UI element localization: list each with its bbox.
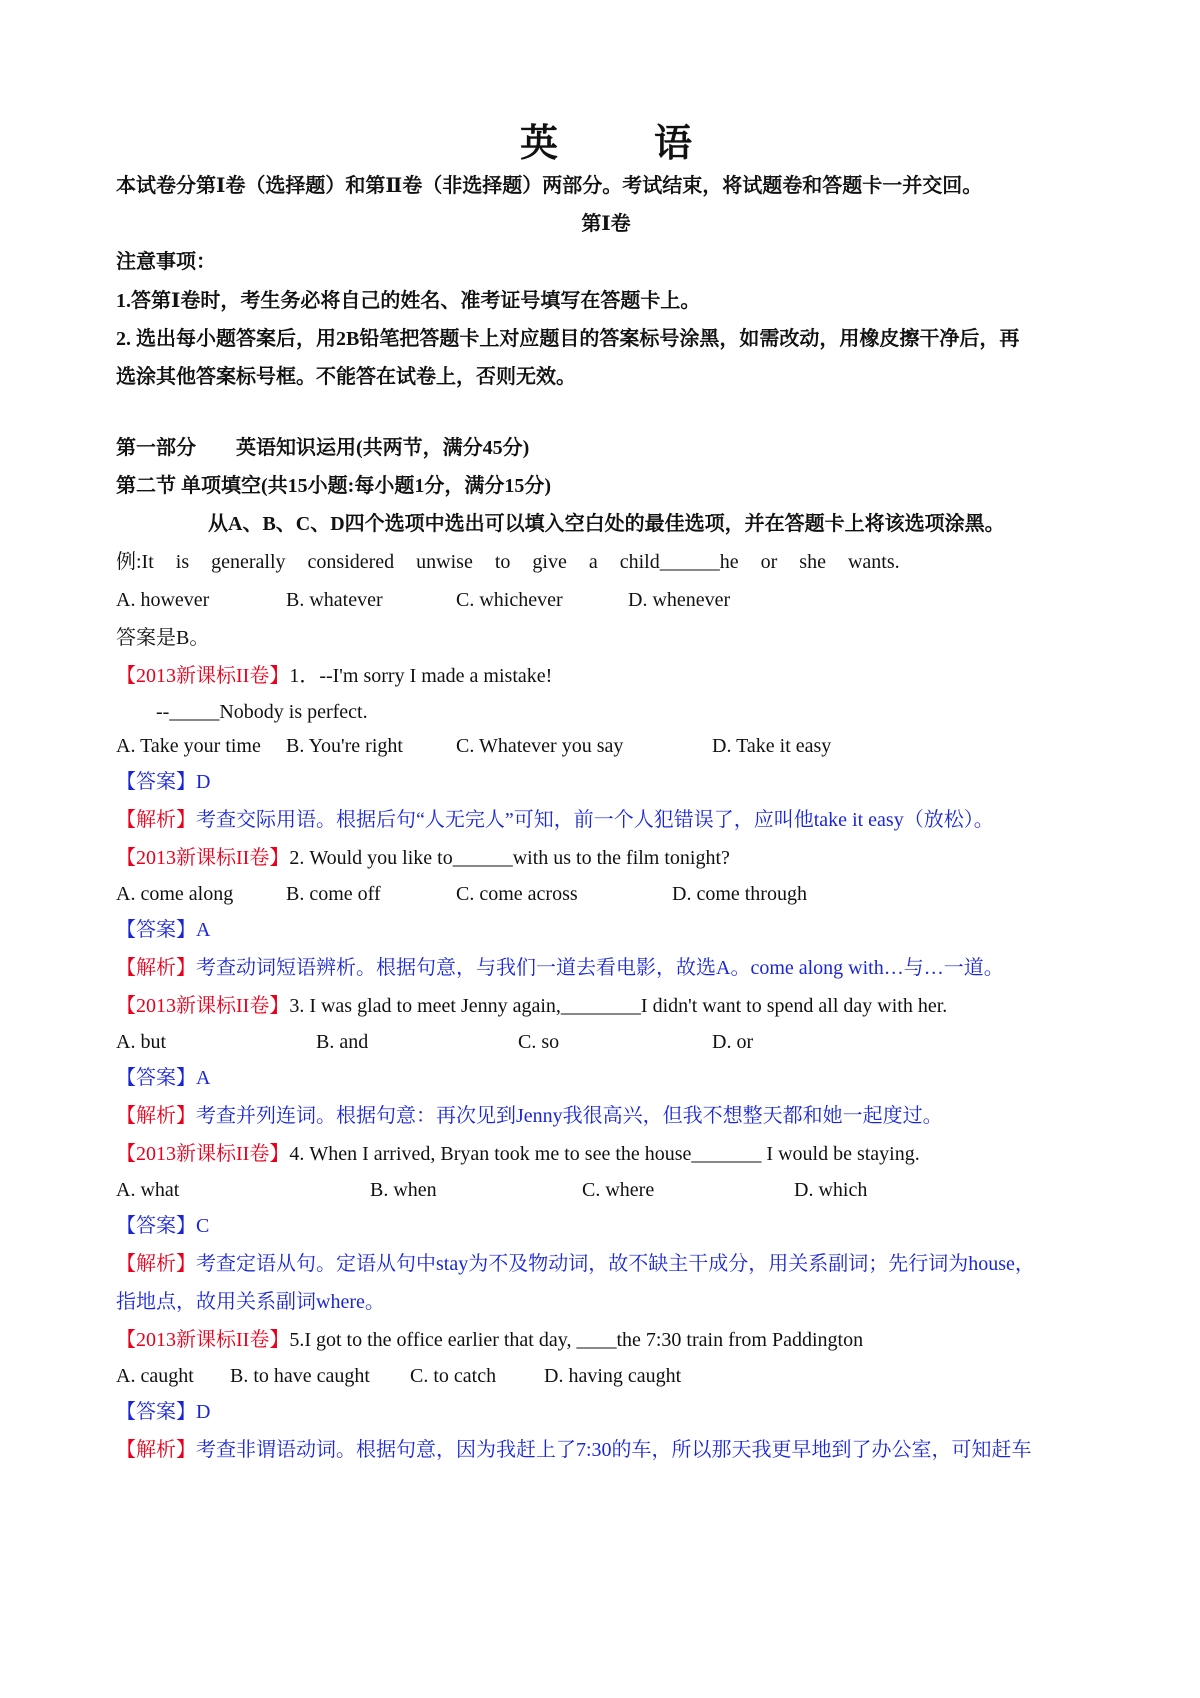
example-word: give [532,551,567,573]
question-3-stem [116,992,947,1020]
title-char-left: 英 [519,123,558,165]
answer-tag: 【答案】 [116,919,196,941]
question-2-analysis [116,954,1004,982]
example-word: unwise [416,551,473,573]
question-text: 4. When I arrived, Bryan took me to see the house_______ I would be staying. [289,1143,920,1165]
answer-value: A [196,1067,211,1089]
analysis-text: 考查定语从句。定语从句中stay为不及物动词，故不缺主干成分，用关系副词；先行词为house， [196,1253,1035,1275]
question-4-answer [116,1212,209,1240]
option-c: C. come across [456,883,578,905]
answer-value: D [196,771,211,793]
option-c: C. so [518,1031,560,1053]
analysis-text: 考查动词短语辨析。根据句意，与我们一道去看电影，故选A。come along with…与…一道。 [196,957,1004,979]
source-tag: 【2013新课标II卷】 [116,665,290,687]
analysis-text: 考查交际用语。根据后句“人无完人”可知，前一个人犯错误了，应叫他take it easy（放松）。 [196,809,994,831]
question-3-answer [116,1064,210,1092]
source-tag: 【2013新课标II卷】 [116,995,290,1017]
option-d: D. which [794,1179,868,1201]
question-5-answer [116,1398,210,1426]
volume-heading: 第Ⅰ卷 [581,213,631,235]
option-a: A. however [116,589,210,611]
notice-item-2-line-2: 选涂其他答案标号框。不能答在试卷上，否则无效。 [116,366,576,388]
notice-item-2-line-1: 2. 选出每小题答案后，用2B铅笔把答题卡上对应题目的答案标号涂黑，如需改动，用橡皮擦干净后，再 [116,328,1020,350]
example-word: is [175,551,190,573]
answer-value: A [196,919,211,941]
option-c: C. to catch [410,1365,497,1387]
question-5-stem [116,1326,863,1354]
analysis-text: 考查非谓语动词。根据句意，因为我赶上了7:30的车，所以那天我更早地到了办公室，可知赶车 [196,1439,1032,1461]
answer-tag: 【答案】 [116,1401,196,1423]
option-b: B. when [370,1179,437,1201]
source-tag: 【2013新课标II卷】 [116,1329,290,1351]
option-d: D. Take it easy [712,735,832,757]
part-heading: 第一部分 英语知识运用(共两节，满分45分) [116,437,530,459]
option-c: C. where [582,1179,655,1201]
answer-tag: 【答案】 [116,771,196,793]
intro-text: 本试卷分第Ⅰ卷（选择题）和第Ⅱ卷（非选择题）两部分。考试结束，将试题卷和答题卡一并交回。 [116,175,983,197]
notice-heading: 注意事项： [116,251,216,273]
question-text: 5.I got to the office earlier that day, ____the 7:30 train from Paddington [289,1329,864,1351]
option-d: D. or [712,1031,754,1053]
option-d: D. come through [672,883,807,905]
option-a: A. Take your time [116,735,261,757]
option-a: A. but [116,1031,166,1053]
question-4-stem [116,1140,920,1168]
option-c: C. whichever [456,589,563,611]
question-1-analysis [116,806,994,834]
question-text: 3. I was glad to meet Jenny again,________I didn't want to spend all day with her. [289,995,948,1017]
section-instruction: 从A、B、C、D四个选项中选出可以填入空白处的最佳选项，并在答题卡上将该选项涂黑。 [208,513,1005,535]
section-heading: 第二节 单项填空(共15小题:每小题1分，满分15分) [116,475,551,497]
analysis-tag: 【解析】 [116,1253,196,1275]
answer-tag: 【答案】 [116,1215,196,1237]
question-2-stem [116,844,730,872]
source-tag: 【2013新课标II卷】 [116,1143,290,1165]
source-tag: 【2013新课标II卷】 [116,847,290,869]
example-question [116,548,922,576]
answer-value: C [196,1215,210,1237]
example-word: to [494,551,511,573]
option-d: D. having caught [544,1365,682,1387]
analysis-tag: 【解析】 [116,957,196,979]
answer-value: D [196,1401,211,1423]
option-b: B. whatever [286,589,383,611]
question-4-analysis [116,1250,1035,1278]
question-2-answer [116,916,210,944]
option-b: B. and [316,1031,369,1053]
example-word: a [588,551,598,573]
example-word: child______he [619,551,739,573]
analysis-tag: 【解析】 [116,1439,196,1461]
option-a: A. what [116,1179,180,1201]
title-char-right: 语 [654,123,693,165]
option-a: A. come along [116,883,234,905]
example-word: generally [211,551,286,573]
question-text: 1．--I'm sorry I made a mistake! [289,665,553,687]
question-text: 2. Would you like to______with us to the film tonight? [289,847,730,869]
analysis-tag: 【解析】 [116,1105,196,1127]
example-word: or [760,551,778,573]
option-c: C. Whatever you say [456,735,624,757]
question-1-stem [116,662,552,690]
answer-tag: 【答案】 [116,1067,196,1089]
example-word: 例:It [116,551,154,573]
analysis-text: 考查并列连词。根据句意：再次见到Jenny我很高兴，但我不想整天都和她一起度过。 [196,1105,943,1127]
example-word: considered [307,551,395,573]
example-word: she [799,551,826,573]
option-d: D. whenever [628,589,731,611]
notice-item-1: 1.答第Ⅰ卷时，考生务必将自己的姓名、准考证号填写在答题卡上。 [116,290,701,312]
question-3-analysis [116,1102,943,1130]
question-5-analysis [116,1436,1032,1464]
option-a: A. caught [116,1365,194,1387]
option-b: B. come off [286,883,381,905]
question-1-reply: --_____Nobody is perfect. [156,701,368,723]
question-1-answer [116,768,210,796]
example-answer: 答案是B。 [116,627,210,649]
page-title [116,112,1096,167]
analysis-tag: 【解析】 [116,809,196,831]
option-b: B. to have caught [230,1365,370,1387]
option-b: B. You're right [286,735,403,757]
example-word: wants. [847,551,900,573]
question-4-analysis-cont: 指地点，故用关系副词where。 [116,1291,385,1313]
